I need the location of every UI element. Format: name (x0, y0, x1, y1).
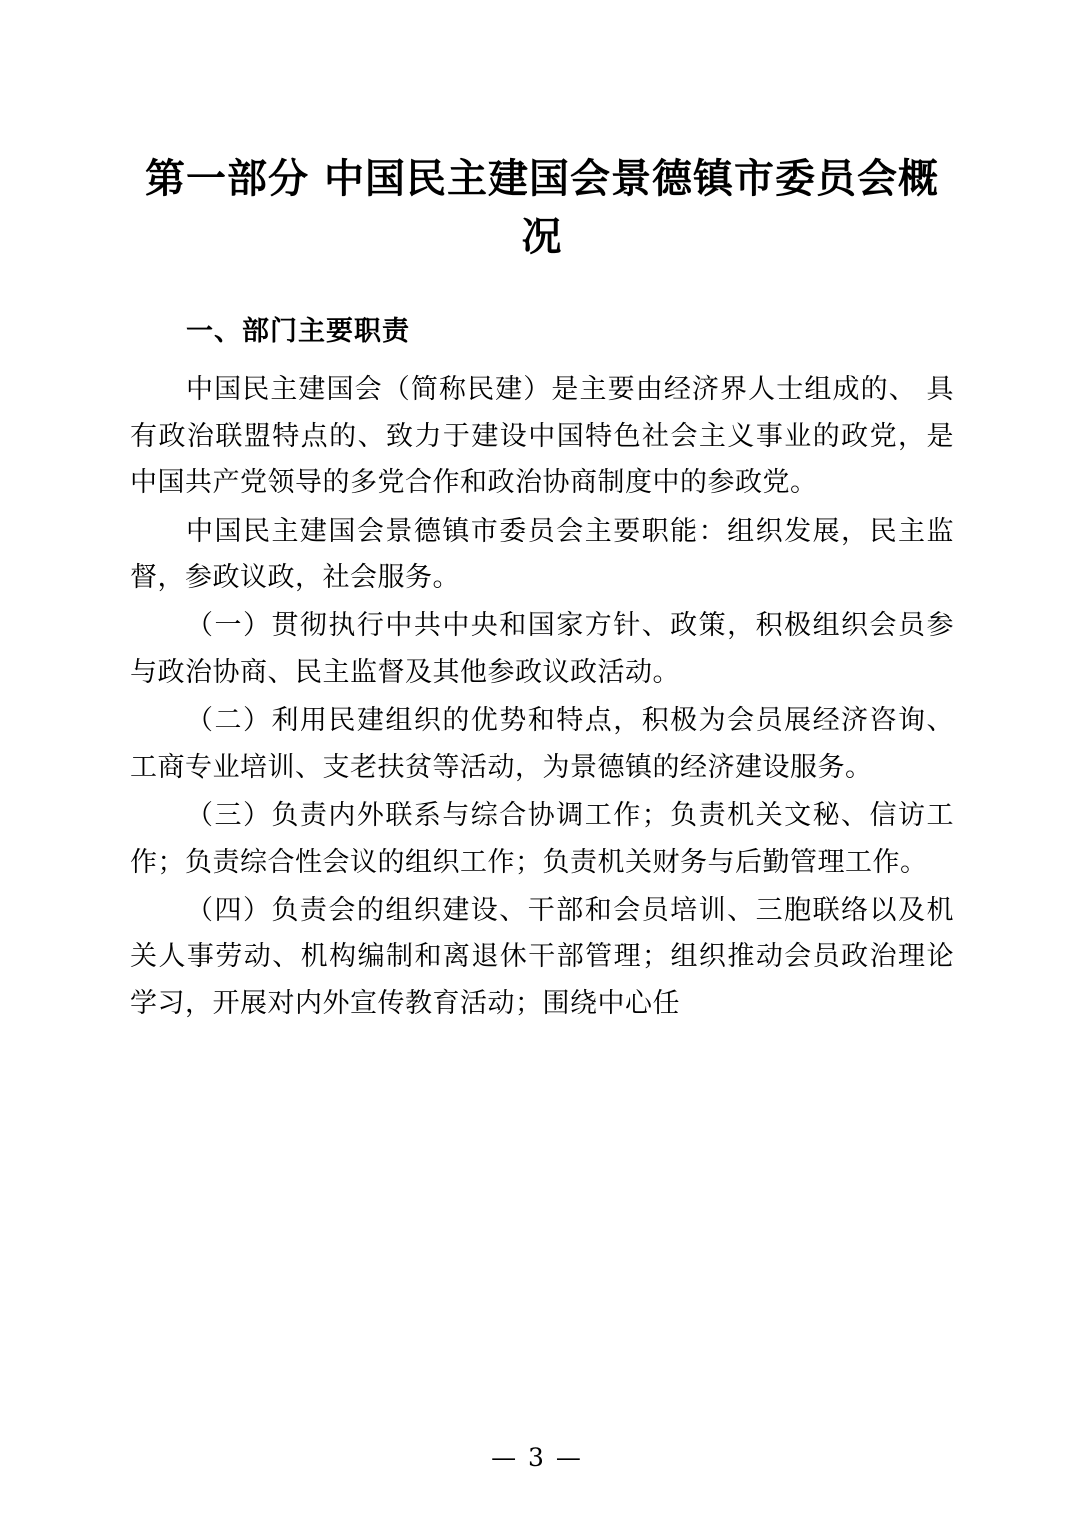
paragraph: （三）负责内外联系与综合协调工作；负责机关文秘、信访工作；负责综合性会议的组织工作；负责机关财务与后勤管理工作。 (130, 800, 954, 878)
paragraph: 中国民主建国会景德镇市委员会主要职能：组织发展，民主监督，参政议政，社会服务。 (130, 515, 954, 593)
page-number: — 3 — (491, 1443, 583, 1472)
paragraph: （一）贯彻执行中共中央和国家方针、政策，积极组织会员参与政治协商、民主监督及其他参政议政活动。 (130, 610, 954, 688)
paragraph: （二）利用民建组织的优势和特点，积极为会员展经济咨询、工商专业培训、支老扶贫等活动，为景德镇的经济建设服务。 (130, 705, 954, 783)
section-heading-main-duties: 一、部门主要职责 (186, 316, 410, 347)
page-title: 第一部分 中国民主建国会景德镇市委员会概况 (145, 155, 939, 260)
paragraph: 中国民主建国会（简称民建）是主要由经济界人士组成的、 具有政治联盟特点的、致力于建设中国特色社会主义事业的政党，是中国共产党领导的多党合作和政治协商制度中的参政党。 (130, 374, 954, 499)
paragraph: （四）负责会的组织建设、干部和会员培训、三胞联络以及机关人事劳动、机构编制和离退休干部管理；组织推动会员政治理论学习，开展对内外宣传教育活动；围绕中心任 (130, 895, 954, 1019)
